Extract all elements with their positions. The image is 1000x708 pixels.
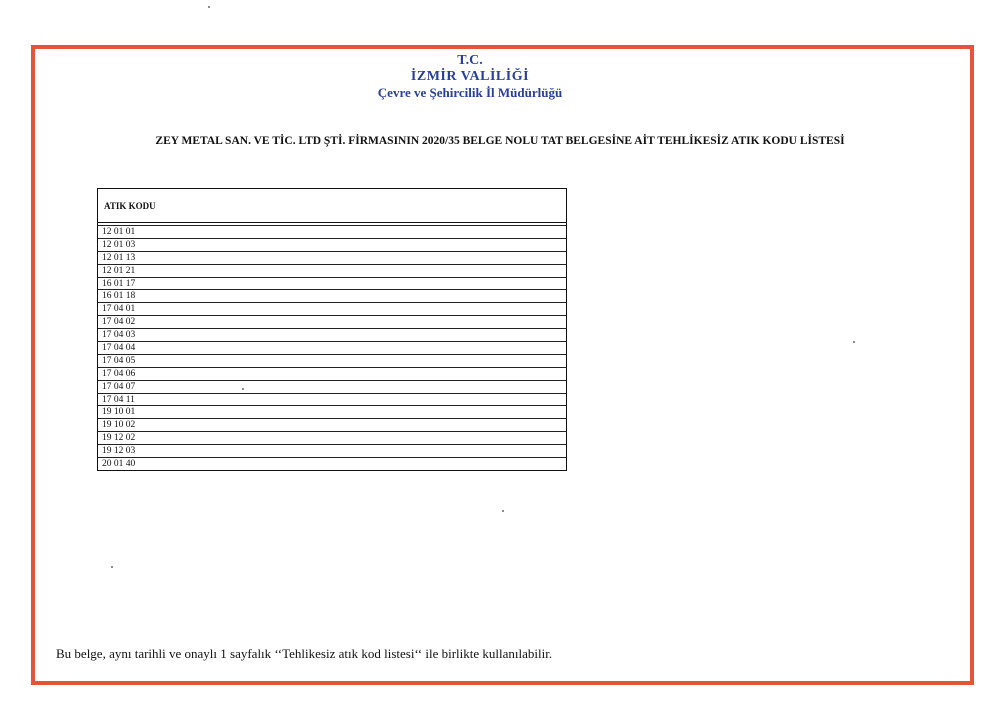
footer-note: Bu belge, aynı tarihli ve onaylı 1 sayfalık ‘‘Tehlikesiz atık kod listesi‘‘ ile birlikte kullanılabilir. — [56, 646, 553, 661]
table-row: 17 04 07 — [98, 380, 566, 393]
table-row: 19 10 02 — [98, 418, 566, 431]
table-row: 16 01 18 — [98, 289, 566, 302]
table-row: 17 04 04 — [98, 341, 566, 354]
scan-speck — [853, 341, 855, 343]
table-row: 19 12 02 — [98, 431, 566, 444]
table-row: 17 04 11 — [98, 393, 566, 406]
scan-speck — [242, 388, 244, 390]
issuer-header — [0, 53, 940, 101]
table-row: 17 04 02 — [98, 315, 566, 328]
header-line-tc: T.C. — [457, 53, 483, 68]
table-body — [98, 225, 566, 470]
table-header — [98, 189, 566, 223]
table-row: 19 10 01 — [98, 405, 566, 418]
waste-code-table — [97, 188, 567, 471]
table-row: 17 04 06 — [98, 367, 566, 380]
table-header-label: ATIK KODU — [104, 200, 156, 211]
scan-speck — [208, 6, 210, 8]
table-row: 12 01 01 — [98, 225, 566, 238]
table-row: 12 01 13 — [98, 251, 566, 264]
header-line-governorship: İZMİR VALİLİĞİ — [410, 69, 530, 84]
scan-speck — [502, 510, 504, 512]
table-row: 17 04 01 — [98, 302, 566, 315]
table-row: 12 01 21 — [98, 264, 566, 277]
table-row: 12 01 03 — [98, 238, 566, 251]
document-title: ZEY METAL SAN. VE TİC. LTD ŞTİ. FİRMASININ 2020/35 BELGE NOLU TAT BELGESİNE AİT TEHLİKESİZ ATIK KODU LİSTESİ — [155, 135, 845, 147]
table-row: 16 01 17 — [98, 277, 566, 290]
table-row: 20 01 40 — [98, 457, 566, 470]
scan-speck — [111, 566, 113, 568]
table-row: 19 12 03 — [98, 444, 566, 457]
table-row: 17 04 05 — [98, 354, 566, 367]
header-line-directorate: Çevre ve Şehircilik İl Müdürlüğü — [377, 85, 563, 100]
table-row: 17 04 03 — [98, 328, 566, 341]
